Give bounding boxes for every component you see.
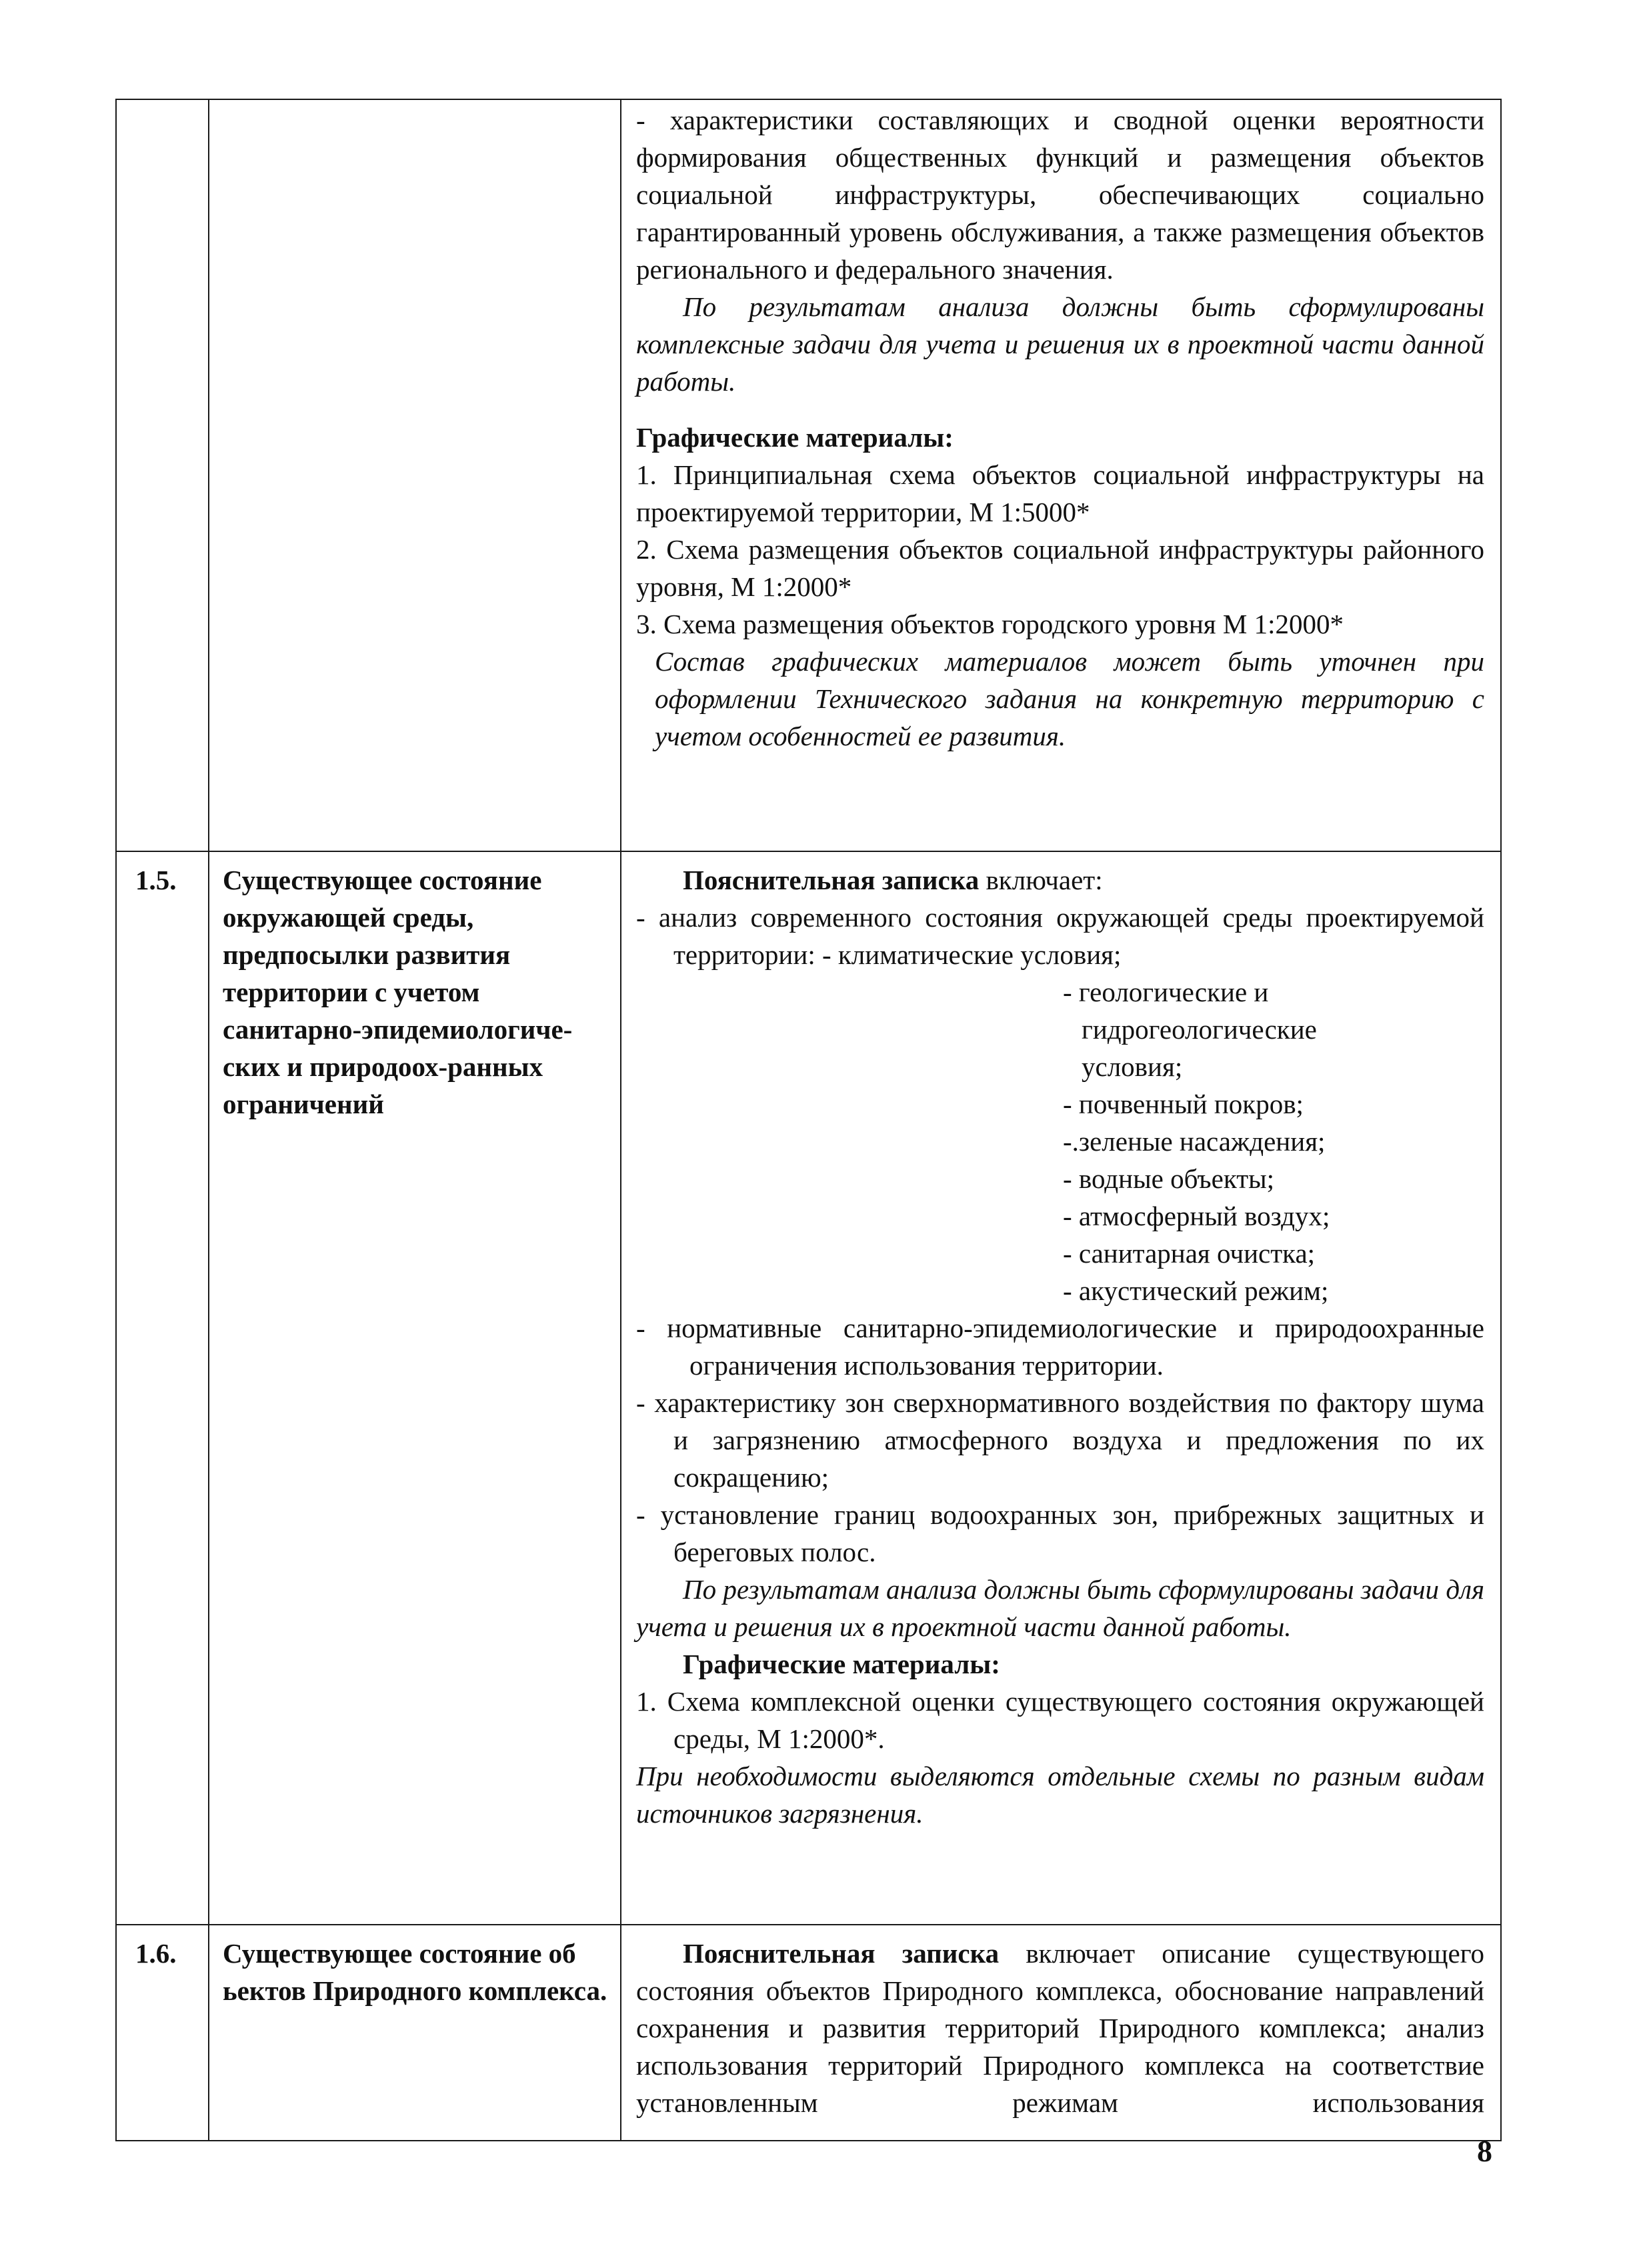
explanatory-note-label: Пояснительная записка [683,865,980,895]
explanatory-note-rest: включает описание существующего состояния объектов Природного комплекса, обоснование направлений сохранения и развития территорий Природного комплекса; анализ использования территорий Природного комплекса на соответствие установленным режимам использования [636,1938,1485,2118]
graphic-materials-heading: Графические материалы: [683,1649,1000,1679]
row-number: 1.5. [135,865,177,895]
body-cell [621,99,1501,851]
requirements-table [115,99,1502,2141]
sublist-item: - акустический режим; [1063,1275,1329,1306]
title-cell [209,99,621,851]
explanatory-note-rest: включает: [979,865,1103,895]
body-cell [621,1925,1501,2141]
graphic-materials-heading: Графические материалы: [636,422,954,453]
graphic-note: При необходимости выделяются отдельные схемы по разным видам источников загрязнения. [636,1761,1484,1829]
table-row-1-6 [116,1925,1501,2141]
page-number: 8 [1477,2134,1492,2168]
paragraph-analysis-result: По результатам анализа должны быть сформулированы комплексные задачи для учета и решения их в проектной части данной работы. [636,291,1484,397]
sublist-item: - санитарная очистка; [1063,1238,1316,1269]
body-cell [621,851,1501,1925]
explanatory-note-intro [636,861,1484,899]
table-row-continued [116,99,1501,851]
graphic-item-1: 1. Принципиальная схема объектов социальной инфраструктуры на проектируемой территории, М 1:5000* [636,459,1484,527]
sublist-item: условия; [1082,1051,1183,1082]
analysis-item: - анализ современного состояния окружающей среды проектируемой территории: - климатические условия; [636,902,1484,970]
explanatory-note-label: Пояснительная записка [683,1938,1000,1969]
sublist-item: гидрогеологические [1082,1014,1317,1045]
number-cell [116,99,209,851]
row-title: Существующее состояние об ьектов Природного комплекса. [223,1938,607,2006]
graphic-item-2: 2. Схема размещения объектов социальной инфраструктуры районного уровня, М 1:2000* [636,534,1484,602]
sublist-item: - геологические и [1063,977,1269,1007]
bullet-item: - характеристику зон сверхнормативного воздействия по фактору шума и загрязнению атмосферного воздуха и предложения по их сокращению; [636,1387,1484,1493]
title-cell [209,1925,621,2141]
row-title: Существующее состояние окружающей среды, предпосылки развития территории с учетом санитарно-эпидемиологиче-ских и природоох-ранных ограничений [223,865,573,1119]
sublist-item: -.зеленые насаждения; [1063,1126,1326,1157]
sublist-item: - атмосферный воздух; [1063,1201,1330,1231]
explanatory-note-intro [621,1925,1500,2140]
paragraph-characteristics: - характеристики составляющих и сводной оценки вероятности формирования общественных функций и размещения объектов социальной инфраструктуры, обеспечивающих социально гарантированный уровень обслуживания, а также размещения объектов регионального и федерального значения. [636,105,1484,285]
analysis-result: По результатам анализа должны быть сформулированы задачи для учета и решения их в проектной части данной работы. [636,1574,1484,1642]
table-row-1-5 [116,851,1501,1925]
sublist-item: - водные объекты; [1063,1163,1275,1194]
bullet-item: - нормативные санитарно-эпидемиологические и природоохранные ограничения использования территории. [636,1313,1484,1381]
number-cell [116,851,209,1925]
number-cell [116,1925,209,2141]
bullet-item: - установление границ водоохранных зон, прибрежных защитных и береговых полос. [636,1499,1484,1567]
graphic-item-1: 1. Схема комплексной оценки существующего состояния окружающей среды, М 1:2000*. [636,1686,1484,1754]
row-number: 1.6. [135,1938,177,1969]
graphic-item-3: 3. Схема размещения объектов городского уровня М 1:2000* [636,609,1344,639]
graphic-note: Состав графических материалов может быть уточнен при оформлении Технического задания на конкретную территорию с учетом особенностей ее развития. [655,646,1484,751]
title-cell [209,851,621,1925]
sublist-item: - почвенный покров; [1063,1089,1304,1119]
